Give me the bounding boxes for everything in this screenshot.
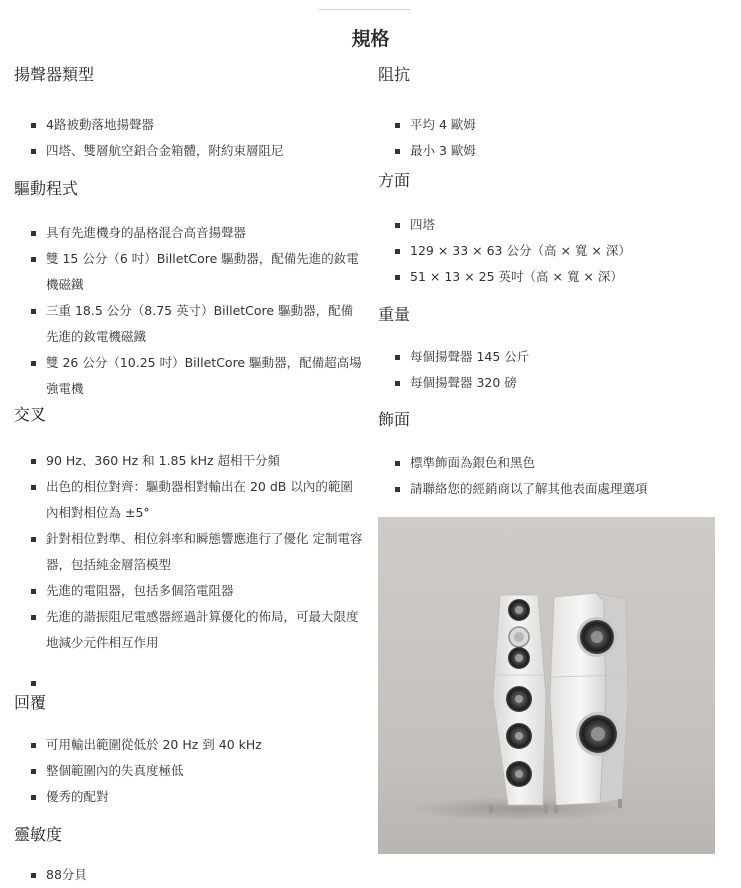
spec-list: [378, 450, 718, 502]
speaker-photo-illustration: [378, 517, 715, 854]
spec-section-response: [14, 692, 364, 824]
spec-section-speaker-type: [14, 64, 364, 178]
spec-section-dimensions: [378, 170, 718, 304]
spec-section-impedance: [378, 64, 718, 170]
list-item: 優秀的配對: [14, 784, 364, 810]
list-item: 51 × 13 × 25 英吋（高 × 寬 × 深）: [378, 264, 718, 290]
list-item: 三重 18.5 公分（8.75 英寸）BilletCore 驅動器，配備先進的釹電機磁鐵: [14, 298, 364, 350]
page-title: 規格: [351, 28, 390, 50]
section-heading: 飾面: [378, 410, 411, 429]
list-item: 最小 3 歐姆: [378, 138, 718, 164]
spec-section-crossover: [14, 404, 364, 692]
list-item: 先進的諧振阻尼電感器經過計算優化的佈局，可最大限度地減少元件相互作用: [14, 604, 364, 656]
spec-section-weight: [378, 304, 718, 409]
list-item: 請聯絡您的經銷商以了解其他表面處理選項: [378, 476, 718, 502]
section-heading: 交叉: [14, 405, 47, 424]
list-item: 整個範圍內的失真度極低: [14, 758, 364, 784]
list-item: 四塔: [378, 212, 718, 238]
spec-list: [14, 220, 364, 402]
spec-list: [14, 862, 364, 888]
speaker-photo: [378, 517, 715, 854]
list-item: 129 × 33 × 63 公分（高 × 寬 × 深）: [378, 238, 718, 264]
left-column: [14, 64, 364, 888]
list-item: 每個揚聲器 145 公斤: [378, 344, 718, 370]
section-heading: 重量: [378, 305, 411, 324]
list-item: 先進的電阻器，包括多個箔電阻器: [14, 578, 364, 604]
list-item: 雙 15 公分（6 吋）BilletCore 驅動器，配備先進的釹電機磁鐵: [14, 246, 364, 298]
right-column: [378, 64, 718, 502]
section-heading: 揚聲器類型: [14, 65, 95, 84]
spec-section-sensitivity: [14, 824, 364, 888]
section-heading: 回覆: [14, 693, 47, 712]
section-heading: 阻抗: [378, 65, 411, 84]
list-item: 可用輸出範圍從低於 20 Hz 到 40 kHz: [14, 732, 364, 758]
section-heading: 靈敏度: [14, 825, 63, 844]
list-item: 4路被動落地揚聲器: [14, 112, 364, 138]
list-item: 標準飾面為銀色和黑色: [378, 450, 718, 476]
section-heading: 驅動程式: [14, 179, 79, 198]
spec-list: [378, 344, 718, 396]
spec-list: [14, 112, 364, 164]
list-item: 雙 26 公分（10.25 吋）BilletCore 驅動器，配備超高場強電機: [14, 350, 364, 402]
spec-list: [14, 448, 364, 656]
spec-section-finish: [378, 409, 718, 502]
spec-list: [378, 212, 718, 290]
spec-section-drivers: [14, 178, 364, 404]
section-heading: 方面: [378, 171, 411, 190]
spec-list: [378, 112, 718, 164]
list-item: 88分貝: [14, 862, 364, 888]
list-item: 針對相位對準、相位斜率和瞬態響應進行了優化 定制電容器，包括純金層箔模型: [14, 526, 364, 578]
list-item: 平均 4 歐姆: [378, 112, 718, 138]
list-item: 90 Hz、360 Hz 和 1.85 kHz 超相干分頻: [14, 448, 364, 474]
spec-list: [14, 732, 364, 810]
list-item: 每個揚聲器 320 磅: [378, 370, 718, 396]
title-divider: [319, 9, 410, 10]
list-item: 具有先進機身的晶格混合高音揚聲器: [14, 220, 364, 246]
list-item: 四塔、雙層航空鋁合金箱體，附約束層阻尼: [14, 138, 364, 164]
list-item: 出色的相位對齊：驅動器相對輸出在 20 dB 以內的範圍內相對相位為 ±5°: [14, 474, 364, 526]
